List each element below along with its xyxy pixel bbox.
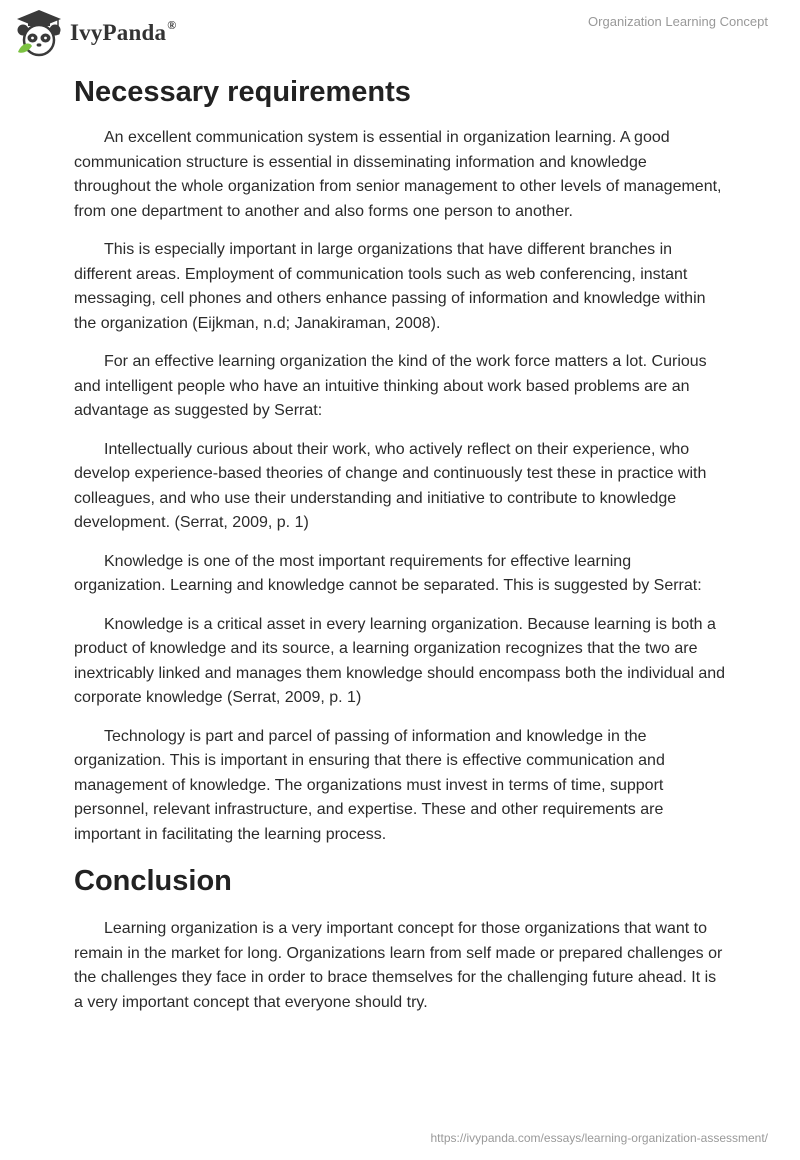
paragraph: This is especially important in large organizations that have different branches in different areas. Employment of communication tools such as web conferencing, instant messaging, cell phones and others enhance passing of information and knowledge within the organization (Eijkman, n.d; Janakiraman, 2008). (74, 241, 706, 332)
logo-text (70, 20, 176, 46)
section-heading-conclusion: Conclusion (74, 865, 232, 897)
logo-wordmark: IvyPanda (70, 20, 167, 45)
quote-paragraph: Knowledge is a critical asset in every learning organization. Because learning is both a product of knowledge and its source, a learning organization recognizes that the two are inextricably linked and manages them knowledge should encompass both the individual and corporate knowledge (Serrat, 2009, p. 1) (74, 615, 726, 706)
source-url[interactable]: https://ivypanda.com/essays/learning-organization-assessment/ (430, 1131, 768, 1145)
section-heading-requirements: Necessary requirements (74, 76, 411, 108)
page-header (0, 0, 800, 64)
panda-graduate-icon (14, 8, 64, 58)
registered-mark: ® (167, 18, 177, 32)
quote-paragraph: Intellectually curious about their work, who actively reflect on their experience, who develop experience-based theories of change and continuously test these in practice with colleagues, and who use their understanding and initiative to contribute to knowledge development. (Serrat, 2009, p. 1) (74, 440, 707, 531)
ivypanda-logo[interactable] (14, 8, 176, 58)
paragraph: Learning organization is a very important concept for those organizations that want to remain in the market for long. Organizations learn from self made or prepared challenges or the challenges they face in order to brace themselves for the challenging future ahead. It is a very important concept that everyone should try. (74, 920, 723, 1011)
paragraph: An excellent communication system is essential in organization learning. A good communication structure is essential in disseminating information and knowledge throughout the whole organization from senior management to other levels of management, from one department to another and also forms one person to another. (74, 129, 722, 220)
paragraph: Technology is part and parcel of passing of information and knowledge in the organization. This is important in ensuring that there is effective communication and management of knowledge. The organizations must invest in terms of time, support personnel, relevant infrastructure, and expertise. These and other requirements are important in facilitating the learning process. (74, 727, 665, 843)
document-title: Organization Learning Concept (588, 14, 768, 29)
essay-content (74, 70, 726, 1029)
paragraph: Knowledge is one of the most important requirements for effective learning organization. Learning and knowledge cannot be separated. This is suggested by Serrat: (74, 552, 702, 594)
paragraph: For an effective learning organization the kind of the work force matters a lot. Curious and intelligent people who have an intuitive thinking about work based problems are an advantage as suggested by Serrat: (74, 353, 707, 419)
